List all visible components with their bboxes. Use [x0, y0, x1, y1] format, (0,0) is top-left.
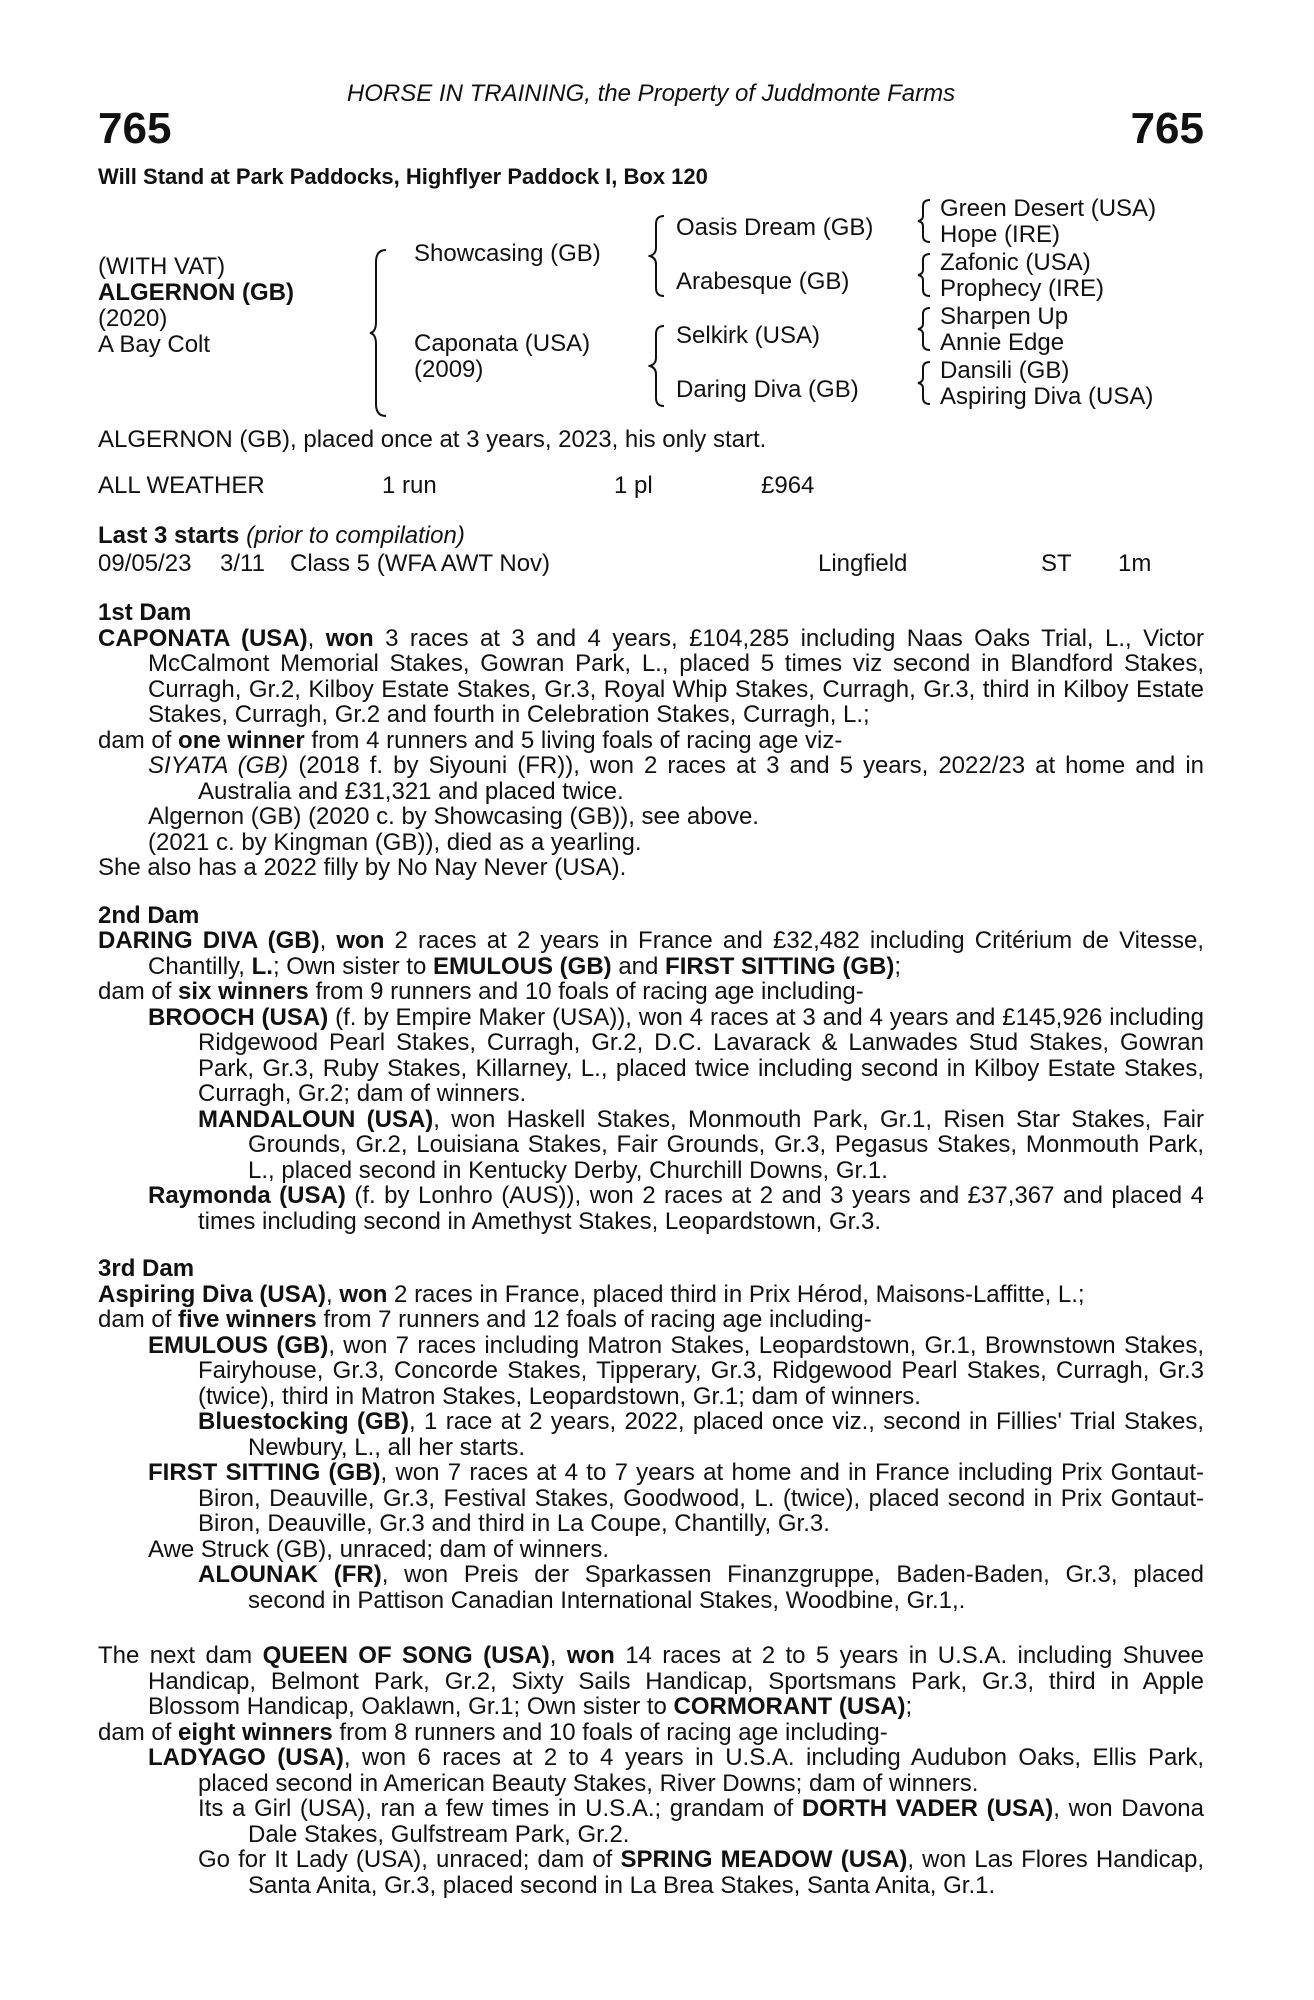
lot-number-left: 765	[98, 104, 172, 153]
lot-number-row	[98, 104, 1204, 162]
third-dam-heading: 3rd Dam	[98, 1255, 195, 1282]
race-summary: ALGERNON (GB), placed once at 3 years, 2023, his only start.	[98, 426, 767, 453]
record-earnings: £964	[761, 472, 815, 499]
sire-dam-dam: Prophecy (IRE)	[940, 275, 1105, 302]
page-header: HORSE IN TRAINING, the Property of Juddmonte Farms	[346, 80, 956, 107]
produce-emulous: EMULOUS (GB), won 7 races including Matron Stakes, Leopardstown, Gr.1, Brownstown Stakes, Fairyhouse, Gr.3, Concorde Stakes, Tipperary, Gr.3, Ridgewood Pearl Stakes, Curragh, Gr.3 (twice), third in Matron Stakes, Leopardstown, Gr.1; dam of winners.	[148, 1331, 1204, 1410]
vat-note: (WITH VAT)	[98, 253, 226, 280]
brace-horse	[368, 248, 390, 418]
brace-sd	[916, 252, 934, 298]
produce-raymonda: Raymonda (USA) (f. by Lonhro (AUS)), won 2 races at 2 and 3 years and £37,367 and placed 4 times including second in Amethyst Stakes, Leopardstown, Gr.3.	[148, 1182, 1204, 1235]
last-starts-note: (prior to compilation)	[246, 522, 465, 549]
third-dam-name: Aspiring Diva (USA)	[98, 1280, 327, 1308]
dam-sire: Selkirk (USA)	[676, 322, 821, 349]
dam-dam: Daring Diva (GB)	[676, 376, 859, 403]
first-dam-winners: one winner	[178, 726, 305, 754]
start-date: 09/05/23	[98, 550, 192, 577]
dam: Caponata (USA)	[414, 330, 591, 357]
produce-first-sitting: FIRST SITTING (GB), won 7 races at 4 to 7 years at home and in France including Prix Gontaut-Biron, Deauville, Gr.3, Festival Stakes, Goodwood, L. (twice), placed second in Prix Gontaut-Biron, Deauville, Gr.3 and third in La Coupe, Chantilly, Gr.3.	[148, 1459, 1204, 1537]
first-dam-section	[98, 600, 1204, 881]
first-dam-name: CAPONATA (USA)	[98, 624, 308, 652]
record-runs: 1 run	[382, 472, 437, 499]
sire: Showcasing (GB)	[414, 240, 601, 267]
last-starts-title: Last 3 starts	[98, 522, 240, 549]
second-dam-heading: 2nd Dam	[98, 901, 200, 929]
lot-number-right: 765	[1130, 104, 1204, 153]
produce-2022-filly: She also has a 2022 filly by No Nay Never (USA).	[98, 854, 627, 881]
horse-name: ALGERNON (GB)	[98, 279, 294, 306]
produce-algernon: Algernon (GB) (2020 c. by Showcasing (GB)), see above.	[148, 803, 759, 830]
record-surface: ALL WEATHER	[98, 472, 265, 499]
produce-siyata: SIYATA (GB) (2018 f. by Siyouni (FR)), won 2 races at 3 and 5 years, 2022/23 at home and in Australia and £31,321 and placed twice.	[148, 752, 1204, 805]
brace-dam	[648, 324, 668, 408]
dam-dam-sire: Dansili (GB)	[940, 357, 1070, 384]
third-dam-section	[98, 1256, 1204, 1613]
second-dam-produce-line: dam of six winners from 9 runners and 10 foals of racing age including-	[98, 978, 864, 1005]
next-dam-produce-line: dam of eight winners from 8 runners and 10 foals of racing age including-	[98, 1718, 888, 1746]
start-course: Lingfield	[818, 550, 908, 577]
brace-dd	[916, 360, 934, 406]
last-starts-heading	[98, 522, 1204, 550]
start-distance: 1m	[1118, 550, 1152, 577]
start-race: Class 5 (WFA AWT Nov)	[290, 550, 551, 577]
sire-dam: Arabesque (GB)	[676, 268, 850, 295]
third-dam-produce-line: dam of five winners from 7 runners and 12 foals of racing age including-	[98, 1306, 872, 1333]
produce-alounak: ALOUNAK (FR), won Preis der Sparkassen Finanzgruppe, Baden-Baden, Gr.3, placed second in Pattison Canadian International Stakes, Woodbine, Gr.1,.	[198, 1561, 1204, 1614]
produce-2021-colt: (2021 c. by Kingman (GB)), died as a yearling.	[148, 828, 642, 856]
next-dam-paragraph: The next dam QUEEN OF SONG (USA), won 14 races at 2 to 5 years in U.S.A. including Shuvee Handicap, Belmont Park, Gr.2, Sixty Sails Handicap, Sportsmans Park, Gr.3, third in Apple Blossom Handicap, Oaklawn, Gr.1; Own sister to CORMORANT (USA);	[98, 1642, 1205, 1720]
first-dam-won: won	[325, 624, 374, 652]
second-dam-name: DARING DIVA (GB)	[98, 927, 320, 954]
second-dam-section	[98, 903, 1204, 1235]
horse-description: A Bay Colt	[98, 331, 211, 358]
first-dam-paragraph: CAPONATA (USA), won 3 races at 3 and 4 years, £104,285 including Naas Oaks Trial, L., Victor McCalmont Memorial Stakes, Gowran Park, L., placed 5 times viz second in Blandford Stakes, Curragh, Gr.2, Kilboy Estate Stakes, Gr.3, Royal Whip Stakes, Curragh, Gr.3, third in Kilboy Estate Stakes, Curragh, Gr.2 and fourth in Celebration Stakes, Curragh, L.;	[98, 624, 1204, 728]
start-going: ST	[1041, 550, 1072, 577]
third-dam-paragraph: Aspiring Diva (USA), won 2 races in France, placed third in Prix Hérod, Maisons-Laffitte, L.;	[98, 1280, 1085, 1308]
start-position: 3/11	[220, 550, 265, 577]
produce-bluestocking: Bluestocking (GB), 1 race at 2 years, 2022, placed once viz., second in Fillies' Trial Stakes, Newbury, L., all her starts.	[198, 1408, 1204, 1461]
catalogue-page	[98, 80, 1204, 1898]
second-dam-paragraph: DARING DIVA (GB), won 2 races at 2 years in France and £32,482 including Critérium de Vitesse, Chantilly, L.; Own sister to EMULOUS (GB) and FIRST SITTING (GB);	[98, 927, 1204, 980]
next-dam-section	[98, 1643, 1204, 1898]
produce-mandaloun: MANDALOUN (USA), won Haskell Stakes, Monmouth Park, Gr.1, Risen Star Stakes, Fair Grounds, Gr.2, Louisiana Stakes, Fair Grounds, Gr.3, Pegasus Stakes, Monmouth Park, L., placed second in Kentucky Derby, Churchill Downs, Gr.1.	[198, 1105, 1204, 1184]
sire-sire: Oasis Dream (GB)	[676, 214, 874, 241]
brace-sire	[648, 214, 668, 298]
sire-sire-dam: Hope (IRE)	[940, 221, 1061, 248]
dam-year: (2009)	[414, 356, 484, 383]
sire-dam-sire: Zafonic (USA)	[940, 249, 1091, 276]
produce-brooch: BROOCH (USA) (f. by Empire Maker (USA)), won 4 races at 3 and 4 years and £145,926 including Ridgewood Pearl Stakes, Curragh, Gr.2, D.C. Lavarack & Lanwades Stud Stakes, Gowran Park, Gr.3, Ruby Stakes, Killarney, L., placed twice including second in Kilboy Estate Stakes, Curragh, Gr.2; dam of winners.	[148, 1003, 1204, 1107]
horse-year: (2020)	[98, 305, 168, 332]
brace-ds	[916, 306, 934, 352]
produce-awe-struck: Awe Struck (GB), unraced; dam of winners.	[148, 1535, 610, 1563]
last-starts-row	[98, 550, 1204, 578]
first-dam-record: 3 races at 3 and 4 years, £104,285 including Naas Oaks Trial, L., Victor McCalmont Memorial Stakes, Gowran Park, L., placed 5 times viz second in Blandford Stakes, Curragh, Gr.2, Kilboy Estate Stakes, Gr.3, Royal Whip Stakes, Curragh, Gr.3, third in Kilboy Estate Stakes, Curragh, Gr.2 and fourth in Celebration Stakes, Curragh, L.;	[148, 624, 1204, 728]
next-dam-name: QUEEN OF SONG (USA)	[262, 1642, 550, 1669]
sire-sire-sire: Green Desert (USA)	[940, 195, 1157, 222]
brace-ss	[916, 198, 934, 244]
record-placed: 1 pl	[614, 472, 653, 499]
race-record	[98, 472, 1204, 504]
dam-sire-dam: Annie Edge	[940, 329, 1065, 356]
dam-dam-dam: Aspiring Diva (USA)	[940, 383, 1154, 410]
first-dam-produce-line: dam of one winner from 4 runners and 5 living foals of racing age viz-	[98, 726, 843, 754]
first-dam-heading: 1st Dam	[98, 599, 192, 626]
dam-sire-sire: Sharpen Up	[940, 303, 1069, 330]
stabling-location: Will Stand at Park Paddocks, Highflyer Paddock I, Box 120	[98, 164, 708, 189]
produce-go-for-it-lady: Go for It Lady (USA), unraced; dam of SPRING MEADOW (USA), won Las Flores Handicap, Santa Anita, Gr.3, placed second in La Brea Stakes, Santa Anita, Gr.1.	[198, 1846, 1204, 1899]
produce-ladyago: LADYAGO (USA), won 6 races at 2 to 4 years in U.S.A. including Audubon Oaks, Ellis Park, placed second in American Beauty Stakes, River Downs; dam of winners.	[148, 1744, 1204, 1797]
produce-its-a-girl: Its a Girl (USA), ran a few times in U.S.A.; grandam of DORTH VADER (USA), won Davona Dale Stakes, Gulfstream Park, Gr.2.	[198, 1795, 1204, 1848]
pedigree-table	[98, 190, 1204, 420]
